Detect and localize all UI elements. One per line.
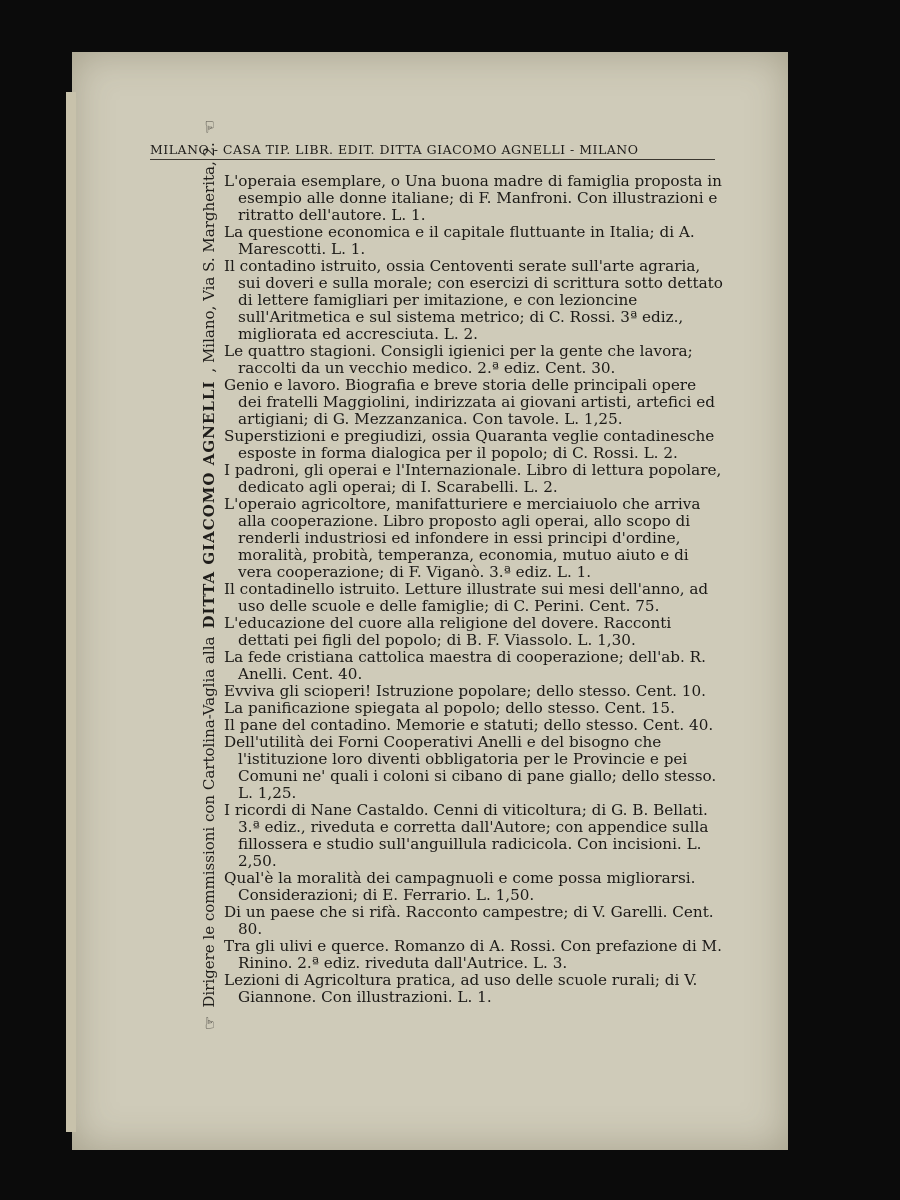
catalog-entry: I ricordi di Nane Castaldo. Cenni di viticoltura; di G. B. Bellati. 3.ª ediz., riveduta e corretta dall'Autore; con appendice sulla fillossera e studio sull'anguillula radicicola. Con incisioni. L. 2,50. (224, 801, 709, 870)
catalog-entry: Genio e lavoro. Biografia e breve storia delle principali opere dei fratelli Maggiolini, indirizzata ai giovani artisti, artefici ed artigiani; di G. Mezzanzanica. Con tavole. L. 1,25. (224, 376, 715, 428)
catalog-entry: La panificazione spiegata al popolo; dello stesso. Cent. 15. (224, 699, 675, 717)
catalog-entry: Qual'è la moralità dei campagnuoli e come possa migliorarsi. Considerazioni; di E. Ferrario. L. 1,50. (224, 869, 696, 904)
catalog-entry: Il contadino istruito, ossia Centoventi serate sull'arte agraria, sui doveri e sulla morale; con esercizi di scrittura sotto dettato di lettere famigliari per imitazione, e con lezioncine sull'Aritmetica e sul sistema metrico; di C. Rossi. 3ª ediz., migliorata ed accresciuta. L. 2. (224, 257, 723, 343)
catalog-entry: Lezioni di Agricoltura pratica, ad uso delle scuole rurali; di V. Giannone. Con illustrazioni. L. 1. (224, 971, 698, 1006)
side-notice-name: DITTA GIACOMO AGNELLI (200, 380, 218, 629)
catalog-entry: Le quattro stagioni. Consigli igienici per la gente che lavora; raccolti da un vecchio medico. 2.ª ediz. Cent. 30. (224, 342, 693, 377)
side-notice-pre: Dirigere le commissioni con Cartolina-Vaglia alla (200, 636, 218, 1008)
catalog-entry: Di un paese che si rifà. Racconto campestre; di V. Garelli. Cent. 80. (224, 903, 714, 938)
catalog-entry: La questione economica e il capitale fluttuante in Italia; di A. Marescotti. L. 1. (224, 223, 695, 258)
catalog-list (224, 173, 724, 1006)
side-notice (196, 119, 222, 1030)
catalog-entry: L'operaia esemplare, o Una buona madre di famiglia proposta in esempio alle donne italiane; di F. Manfroni. Con illustrazioni e ritratto dell'autore. L. 1. (224, 172, 722, 224)
catalog-entry: Il pane del contadino. Memorie e statuti; dello stesso. Cent. 40. (224, 716, 714, 734)
pointing-hand-icon: ☞ (199, 1015, 219, 1030)
page-header: MILANO - CASA TIP. LIBR. EDIT. DITTA GIACOMO AGNELLI - MILANO (150, 142, 715, 160)
catalog-entry: L'operaio agricoltore, manifatturiere e merciaiuolo che arriva alla cooperazione. Libro proposto agli operai, allo scopo di renderli industriosi ed infondere in essi principi d'ordine, moralità, probità, temperanza, economia, mutuo aiuto e di vera cooperazione; di F. Viganò. 3.ª ediz. L. 1. (224, 495, 701, 581)
catalog-entry: Il contadinello istruito. Letture illustrate sui mesi dell'anno, ad uso delle scuole e delle famiglie; di C. Perini. Cent. 75. (224, 580, 709, 615)
side-notice-post: , Milano, Via S. Margherita, 2. (200, 142, 218, 373)
catalog-entry: Tra gli ulivi e querce. Romanzo di A. Rossi. Con prefazione di M. Rinino. 2.ª ediz. riveduta dall'Autrice. L. 3. (224, 937, 722, 972)
catalog-entry: Superstizioni e pregiudizi, ossia Quaranta veglie contadinesche esposte in forma dialogica per il popolo; di C. Rossi. L. 2. (224, 427, 715, 462)
pointing-hand-icon: ☜ (199, 119, 219, 135)
catalog-entry: La fede cristiana cattolica maestra di cooperazione; dell'ab. R. Anelli. Cent. 40. (224, 648, 706, 683)
catalog-entry: I padroni, gli operai e l'Internazionale. Libro di lettura popolare, dedicato agli operai; di I. Scarabelli. L. 2. (224, 461, 722, 496)
catalog-entry: L'educazione del cuore alla religione del dovere. Racconti dettati pei figli del popolo; di B. F. Viassolo. L. 1,30. (224, 614, 672, 649)
catalog-entry: Dell'utilità dei Forni Cooperativi Anelli e del bisogno che l'istituzione loro diventi obbligatoria per le Provincie e pei Comuni ne' quali i coloni si cibano di pane giallo; dello stesso. L. 1,25. (224, 733, 717, 802)
catalog-entry: Evviva gli scioperi! Istruzione popolare; dello stesso. Cent. 10. (224, 682, 706, 700)
